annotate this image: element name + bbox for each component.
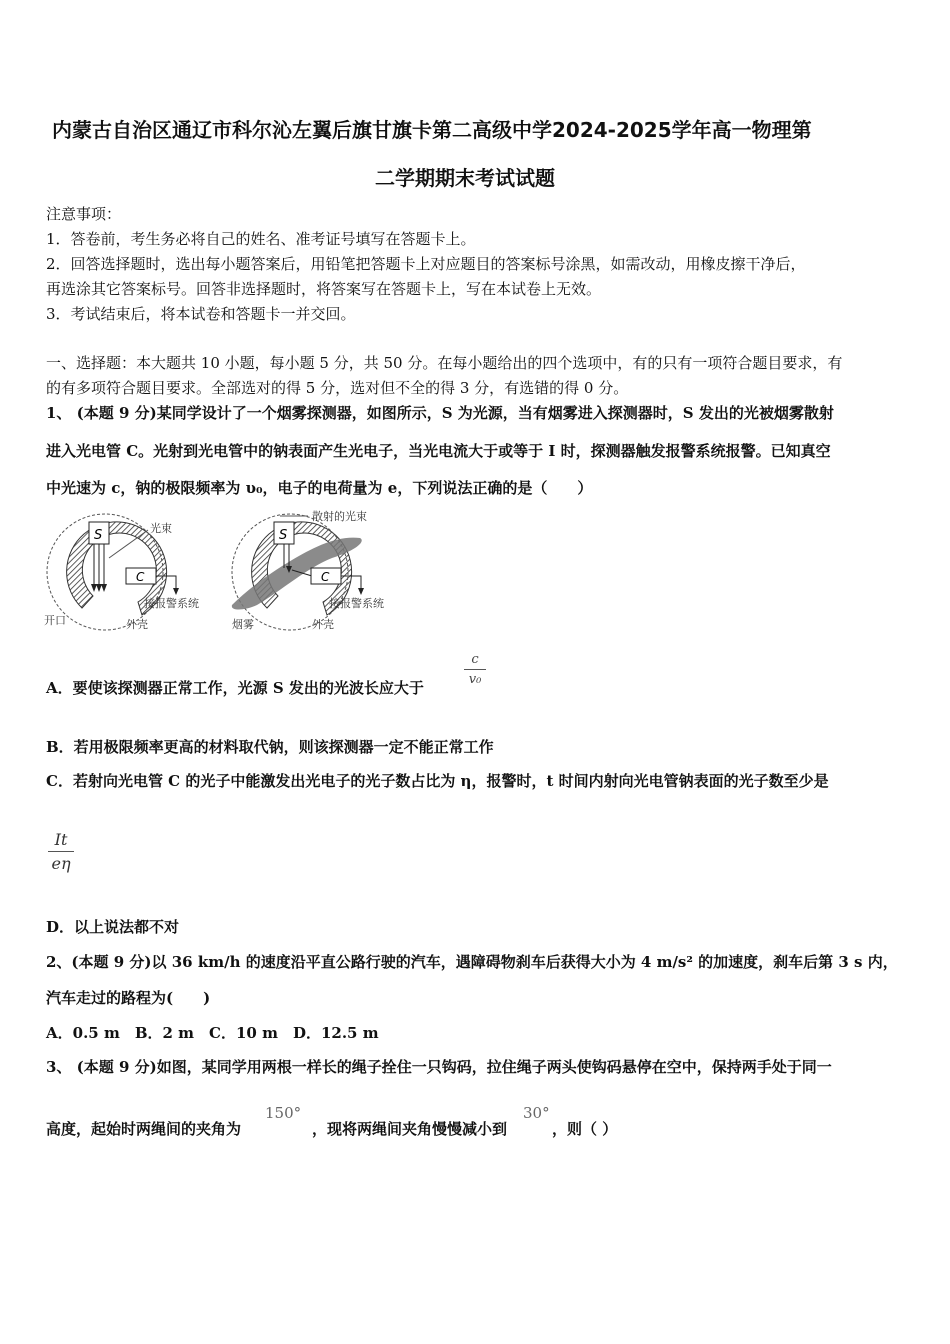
fig-label: 外壳	[126, 618, 148, 631]
q3-angle-end: 30°	[523, 1104, 550, 1122]
fraction-numerator: c	[471, 652, 479, 667]
fraction-numerator: It	[54, 830, 68, 849]
q1-option-a: A．要使该探测器正常工作，光源 S 发出的光波长应大于	[46, 679, 424, 697]
notice-item: 再选涂其它答案标号。回答非选择题时，将答案写在答题卡上，写在本试卷上无效。	[46, 280, 602, 298]
notice-item: 2．回答选择题时，选出每小题答案后，用铅笔把答题卡上对应题目的答案标号涂黑，如需改动，用橡皮擦干净后，	[46, 255, 806, 273]
q1-option-c-fraction	[48, 830, 74, 873]
fig-label: 烟雾	[232, 618, 254, 631]
fig-label: C	[321, 570, 330, 584]
fig-label: 接报警系统	[329, 597, 384, 610]
page-title-line1: 内蒙古自治区通辽市科尔沁左翼后旗甘旗卡第二高级中学2024-2025学年高一物理第	[52, 118, 812, 142]
section-intro-line2: 的有多项符合题目要求。全部选对的得 5 分，选对但不全的得 3 分，有选错的得 0 分。	[46, 379, 629, 397]
section-intro-line1: 一、选择题：本大题共 10 小题，每小题 5 分，共 50 分。在每小题给出的四个选项中，有的只有一项符合题目要求，有	[46, 354, 843, 372]
q1-stem-line1: 1、 (本题 9 分)某同学设计了一个烟雾探测器，如图所示，S 为光源，当有烟雾进入探测器时，S 发出的光被烟雾散射	[46, 404, 834, 422]
q2-stem-line1: 2、(本题 9 分)以 36 km/h 的速度沿平直公路行驶的汽车，遇障碍物刹车后获得大小为 4 m/s² 的加速度，刹车后第 3 s 内，	[46, 953, 898, 971]
notice-item: 1．答卷前，考生务必将自己的姓名、准考证号填写在答题卡上。	[46, 230, 476, 248]
fraction-denominator: eη	[51, 854, 71, 873]
q2-stem-line2: 汽车走过的路程为( )	[46, 989, 211, 1007]
page-title-line2: 二学期期末考试试题	[375, 166, 555, 190]
fig-label: S	[94, 528, 103, 543]
notice-heading: 注意事项：	[46, 205, 122, 223]
notice-item: 3．考试结束后，将本试卷和答题卡一并交回。	[46, 305, 356, 323]
detector-left	[44, 514, 199, 631]
fig-label: S	[279, 528, 288, 543]
q3-stem-line1: 3、 (本题 9 分)如图，某同学用两根一样长的绳子拴住一只钩码，拉住绳子两头使钩码悬停在空中，保持两手处于同一	[46, 1058, 832, 1076]
q1-stem-line3: 中光速为 c，钠的极限频率为 υ₀，电子的电荷量为 e，下列说法正确的是（ ）	[46, 479, 593, 497]
q1-option-c: C．若射向光电管 C 的光子中能激发出光电子的光子数占比为 η，报警时，t 时间内射向光电管钠表面的光子数至少是	[46, 772, 829, 790]
fig-label: 接报警系统	[144, 597, 199, 610]
q3-angle-start: 150°	[265, 1104, 302, 1122]
q1-stem-line2: 进入光电管 C。光射到光电管中的钠表面产生光电子，当光电流大于或等于 I 时，探测器触发报警系统报警。已知真空	[46, 442, 831, 460]
fig-label: 外壳	[312, 618, 334, 631]
fig-label: 光束	[150, 522, 172, 535]
fig-label: 散射的光束	[312, 510, 367, 523]
smoke-detector-figure	[42, 510, 402, 635]
q2-options: A．0.5 m B．2 m C．10 m D．12.5 m	[46, 1024, 379, 1042]
q1-option-a-fraction	[464, 652, 486, 687]
q3-stem-line2c: ，则（ ）	[552, 1120, 618, 1138]
q3-stem-line2b: ，现将两绳间夹角慢慢减小到	[312, 1120, 508, 1138]
detector-right	[232, 510, 384, 631]
q3-stem-line2a: 高度，起始时两绳间的夹角为	[46, 1120, 242, 1138]
q1-option-d: D．以上说法都不对	[46, 918, 180, 936]
fig-label: C	[136, 570, 145, 584]
fraction-denominator: v₀	[468, 672, 482, 687]
q1-option-b: B．若用极限频率更高的材料取代钠，则该探测器一定不能正常工作	[46, 738, 494, 756]
fig-label: 开口	[44, 614, 66, 627]
